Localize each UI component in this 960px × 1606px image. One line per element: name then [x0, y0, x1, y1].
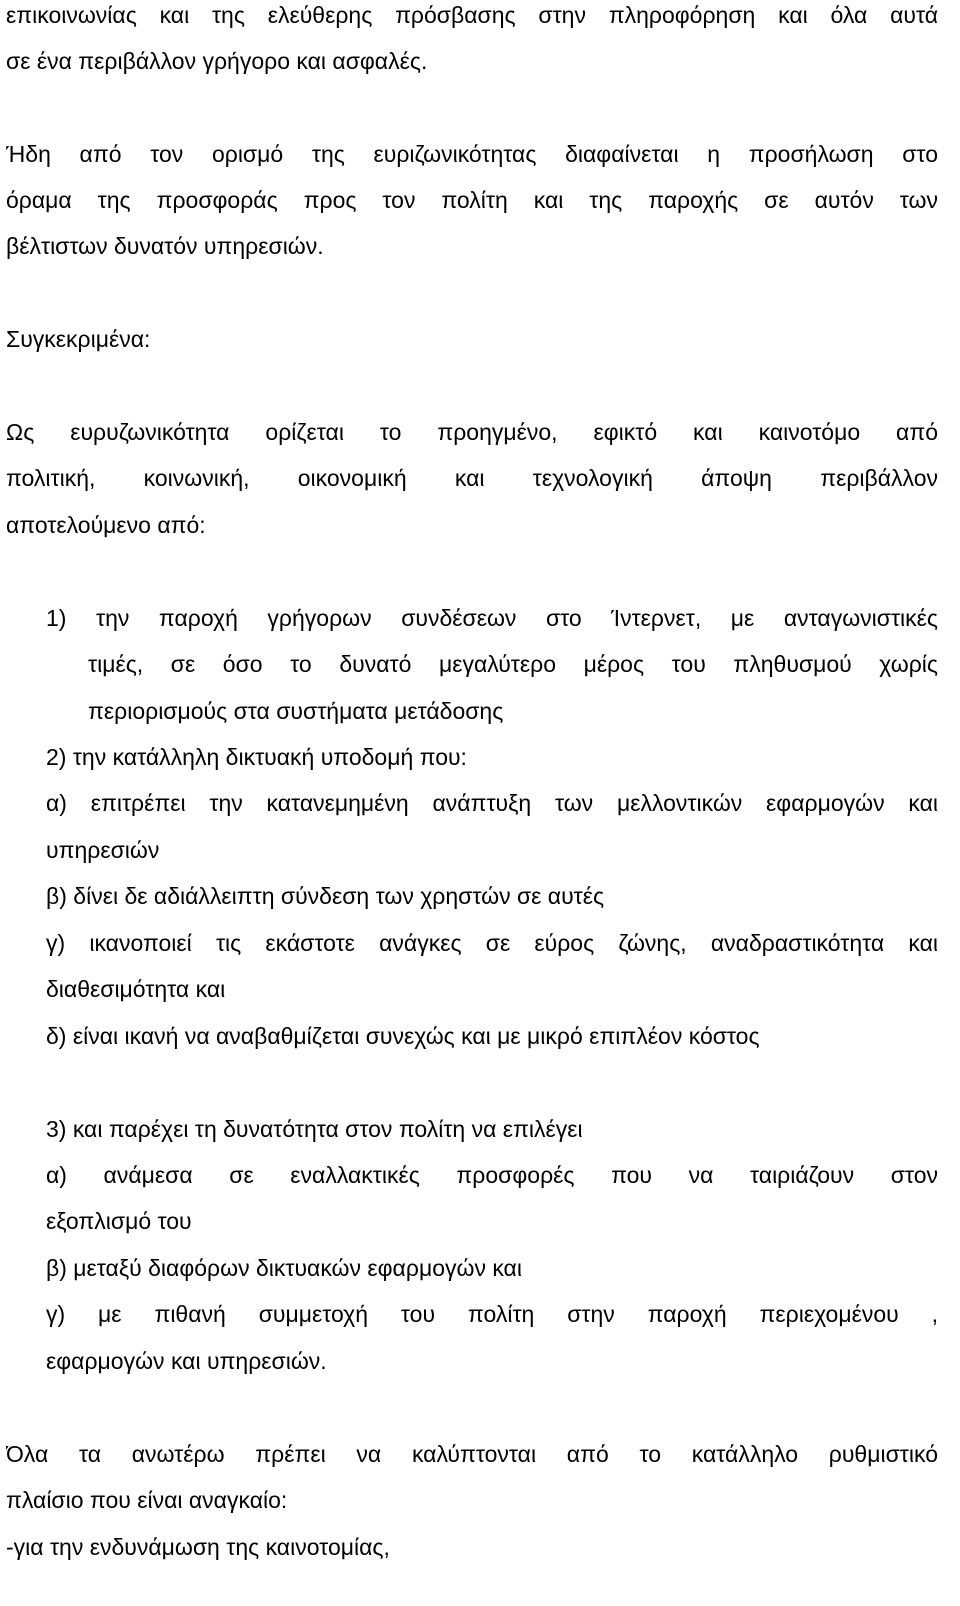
section-label: Συγκεκριμένα: — [6, 326, 151, 352]
text-line: Όλα τα ανωτέρω πρέπει να καλύπτονται από το κατάλληλο ρυθμιστικό — [6, 1441, 938, 1467]
list-item: β) δίνει δε αδιάλλειπτη σύνδεση των χρηστών σε αυτές — [46, 883, 605, 909]
text-line: πλαίσιο που είναι αναγκαίο: — [6, 1487, 288, 1513]
text-line: αποτελούμενο από: — [6, 512, 206, 538]
text-line: Ως ευρυζωνικότητα ορίζεται το προηγμένο, εφικτό και καινοτόμο από — [6, 419, 938, 445]
list-item: α) ανάμεσα σε εναλλακτικές προσφορές που να ταιριάζουν στον — [46, 1162, 938, 1188]
list-item-continuation: διαθεσιμότητα και — [46, 976, 226, 1002]
list-item: β) μεταξύ διαφόρων δικτυακών εφαρμογών και — [46, 1255, 522, 1281]
list-item: 3) και παρέχει τη δυνατότητα στον πολίτη να επιλέγει — [46, 1116, 583, 1142]
list-item-continuation: υπηρεσιών — [46, 837, 160, 863]
text-line: Ήδη από τον ορισμό της ευριζωνικότητας διαφαίνεται η προσήλωση στο — [6, 141, 938, 167]
text-line: πολιτική, κοινωνική, οικονομική και τεχνολογική άποψη περιβάλλον — [6, 465, 938, 491]
list-item: 2) την κατάλληλη δικτυακή υποδομή που: — [46, 744, 467, 770]
list-item: δ) είναι ικανή να αναβαθμίζεται συνεχώς και με μικρό επιπλέον κόστος — [46, 1023, 760, 1049]
list-item: γ) ικανοποιεί τις εκάστοτε ανάγκες σε εύρος ζώνης, αναδραστικότητα και — [46, 930, 938, 956]
list-item: α) επιτρέπει την κατανεμημένη ανάπτυξη των μελλοντικών εφαρμογών και — [46, 790, 938, 816]
text-line: -για την ενδυνάμωση της καινοτομίας, — [6, 1534, 390, 1560]
list-item: 1) την παροχή γρήγορων συνδέσεων στο Ίντερνετ, με ανταγωνιστικές — [46, 605, 938, 631]
list-item-continuation: τιμές, σε όσο το δυνατό μεγαλύτερο μέρος του πληθυσμού χωρίς — [88, 651, 938, 677]
list-item-continuation: περιορισμούς στα συστήματα μετάδοσης — [88, 698, 504, 724]
text-line: βέλτιστων δυνατόν υπηρεσιών. — [6, 233, 324, 259]
list-item-continuation: εφαρμογών και υπηρεσιών. — [46, 1348, 327, 1374]
list-item: γ) με πιθανή συμμετοχή του πολίτη στην παροχή περιεχομένου , — [46, 1301, 938, 1327]
text-line: όραμα της προσφοράς προς τον πολίτη και της παροχής σε αυτόν των — [6, 187, 938, 213]
list-item-continuation: εξοπλισμό του — [46, 1208, 192, 1234]
text-line: επικοινωνίας και της ελεύθερης πρόσβασης στην πληροφόρηση και όλα αυτά — [6, 2, 938, 28]
text-line: σε ένα περιβάλλον γρήγορο και ασφαλές. — [6, 48, 428, 74]
